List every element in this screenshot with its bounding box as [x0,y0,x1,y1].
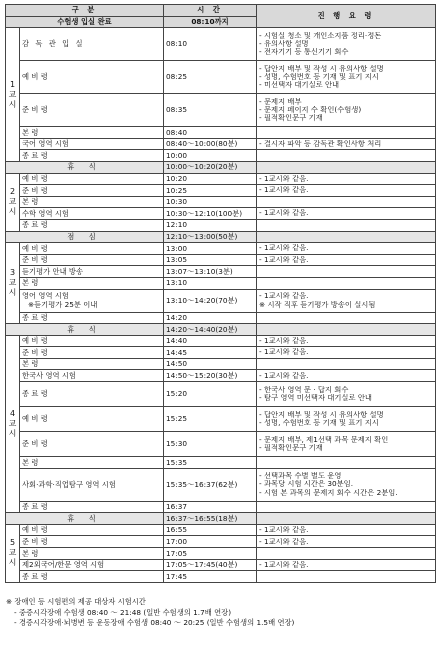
table-row [6,150,436,162]
table-row [6,254,436,266]
row-detail: - 1교시와 같음. ※ 시작 직후 듣기평가 방송이 실시됨 [257,289,436,312]
period-4-label: 4 교 시 [6,335,20,513]
entry-label: 수험생 입실 완료 [6,16,164,28]
table-row [6,28,436,61]
break-label: 휴 식 [6,324,164,336]
row-time: 15:20 [164,382,257,407]
table-row [6,312,436,324]
row-time: 08:10 [164,28,257,61]
row-name: 한국사 영역 시험 [20,370,164,382]
row-time: 15:35～16:37(62분) [164,468,257,501]
period-5-label: 5 교 시 [6,524,20,582]
row-name: 수학 영역 시험 [20,208,164,220]
table-row [6,457,436,469]
row-time: 14:20 [164,312,257,324]
row-detail: - 문제지 배부 - 문제지 페이지 수 확인(수험생) - 필적확인문구 기재 [257,94,436,127]
row-time: 14:45 [164,347,257,359]
row-name: 준 비 령 [20,94,164,127]
table-row [6,370,436,382]
break-time: 12:10～13:00(50분) [164,231,257,243]
row-name: 국어 영역 시험 [20,138,164,150]
break-row [6,513,436,525]
notes-line-1: - 중증시각장애 수험생 08:40 ～ 21:48 (일반 수험생의 1.7배 연장) [14,607,232,617]
row-time: 15:25 [164,407,257,432]
table-row [6,358,436,370]
row-time: 12:10 [164,219,257,231]
row-time: 08:40～10:00(80분) [164,138,257,150]
table-row [6,548,436,560]
row-time: 17:05 [164,548,257,560]
break-label: 휴 식 [6,513,164,525]
row-detail [257,127,436,139]
entry-time: 08:10까지 [164,16,257,28]
break-detail [257,513,436,525]
table-row [6,382,436,407]
break-detail [257,231,436,243]
row-name: 종 료 령 [20,501,164,513]
table-row [6,335,436,347]
break-time: 10:00～10:20(20분) [164,161,257,173]
row-detail: - 1교시와 같음. [257,536,436,548]
break-label: 휴 식 [6,161,164,173]
row-name: 사회·과학·직업탐구 영역 시험 [20,468,164,501]
row-detail: - 한국사 영역 문 · 답지 회수 - 탐구 영역 미선택자 대기실로 안내 [257,382,436,407]
row-detail: - 문제지 배부, 제1선택 과목 문제지 확인 - 필적확인문구 기재 [257,432,436,457]
row-time: 15:30 [164,432,257,457]
table-row [6,243,436,255]
table-row [6,61,436,94]
row-detail: - 결시자 파악 등 감독관 확인사항 처리 [257,138,436,150]
row-time: 10:00 [164,150,257,162]
row-name: 준 비 령 [20,347,164,359]
table-row [6,127,436,139]
table-row [6,432,436,457]
row-name: 종 료 령 [20,571,164,583]
break-row [6,231,436,243]
row-detail [257,277,436,289]
table-row [6,266,436,278]
row-name: 준 비 령 [20,432,164,457]
notes-title: ※ 장애인 등 시험편의 제공 대상자 시험시간 [6,597,146,606]
row-name: 예 비 령 [20,243,164,255]
row-time: 14:50 [164,358,257,370]
table-row [6,347,436,359]
row-name: 감 독 관 입 실 [20,28,164,61]
row-time: 16:55 [164,524,257,536]
row-time: 08:40 [164,127,257,139]
row-time: 14:40 [164,335,257,347]
row-detail: - 1교시와 같음. [257,559,436,571]
row-time: 10:25 [164,185,257,197]
row-detail: - 답안지 배부 및 작성 시 유의사항 설명 - 성명, 수험번호 등 기재 및 표기 지시 [257,407,436,432]
row-detail: - 1교시와 같음. [257,173,436,185]
row-time: 13:00 [164,243,257,255]
period-1-label: 1 교 시 [6,28,20,162]
row-name: 듣기평가 안내 방송 [20,266,164,278]
row-name: 준 비 령 [20,254,164,266]
row-name: 본 령 [20,196,164,208]
row-time: 08:35 [164,94,257,127]
row-detail [257,266,436,278]
row-time: 13:10 [164,277,257,289]
table-row [6,196,436,208]
row-detail [257,571,436,583]
row-time: 17:45 [164,571,257,583]
row-detail: - 1교시와 같음. [257,243,436,255]
table-row [6,559,436,571]
notes-line-2: - 경증시각장애·뇌병변 등 운동장애 수험생 08:40 ～ 20:25 (일반 수험생의 1.5배 연장) [14,618,295,628]
table-row [6,208,436,220]
row-name: 준 비 령 [20,185,164,197]
row-name: 종 료 령 [20,312,164,324]
row-name: 본 령 [20,358,164,370]
row-detail: - 1교시와 같음. [257,185,436,197]
row-detail: - 1교시와 같음. [257,524,436,536]
table-row [6,289,436,312]
header-row [6,5,436,17]
row-detail [257,219,436,231]
row-name: 예 비 령 [20,335,164,347]
break-time: 16:37～16:55(18분) [164,513,257,525]
period-3-label: 3 교 시 [6,243,20,324]
table-row [6,524,436,536]
row-detail [257,548,436,560]
table-row [6,94,436,127]
row-time: 10:30～12:10(100분) [164,208,257,220]
row-name: 종 료 령 [20,219,164,231]
row-detail [257,358,436,370]
row-name: 예 비 령 [20,61,164,94]
row-name: 본 령 [20,548,164,560]
break-row [6,161,436,173]
break-row [6,324,436,336]
table-row [6,219,436,231]
table-row [6,468,436,501]
procedure-header: 진 행 요 령 [257,5,436,28]
row-time: 10:30 [164,196,257,208]
row-time: 13:10～14:20(70분) [164,289,257,312]
row-name: 종 료 령 [20,150,164,162]
row-detail [257,196,436,208]
row-detail: - 1교시와 같음. [257,208,436,220]
row-detail [257,501,436,513]
schedule-table [5,4,436,583]
row-detail: - 답안지 배부 및 작성 시 유의사항 설명 - 성명, 수험번호 등 기재 및 표기 지시 - 미선택자 대기실로 안내 [257,61,436,94]
row-name: 본 령 [20,277,164,289]
row-time: 17:05～17:45(40분) [164,559,257,571]
table-row [6,536,436,548]
row-name: 예 비 령 [20,173,164,185]
division-header: 구 분 [6,5,164,17]
row-detail: - 시험실 청소 및 개인소지품 정리·정돈 - 유의사항 설명 - 전자기기 등 통신기기 회수 [257,28,436,61]
row-name: 예 비 령 [20,524,164,536]
row-time: 13:05 [164,254,257,266]
row-detail: - 선택과목 수별 별도 운영 - 과목당 시험 시간은 30분임. - 시험 본 과목의 문제지 회수 시간은 2분임. [257,468,436,501]
row-name: 종 료 령 [20,382,164,407]
time-header: 시 간 [164,5,257,17]
table-row [6,138,436,150]
period-2-label: 2 교 시 [6,173,20,231]
table-row [6,173,436,185]
row-detail: - 1교시와 같음. [257,254,436,266]
break-label: 점 심 [6,231,164,243]
row-detail: - 1교시와 같음. [257,370,436,382]
row-time: 13:07～13:10(3분) [164,266,257,278]
row-time: 14:50～15:20(30분) [164,370,257,382]
row-detail: - 1교시와 같음. [257,335,436,347]
table-row [6,501,436,513]
row-time: 17:00 [164,536,257,548]
table-row [6,185,436,197]
row-detail [257,150,436,162]
row-name: 준 비 령 [20,536,164,548]
row-name: 예 비 령 [20,407,164,432]
row-detail [257,312,436,324]
row-time: 10:20 [164,173,257,185]
row-detail [257,457,436,469]
break-time: 14:20～14:40(20분) [164,324,257,336]
break-detail [257,324,436,336]
table-row [6,407,436,432]
accommodation-notes [6,597,436,629]
table-row [6,277,436,289]
row-name: 영어 영역 시험 ※듣기평가 25분 이내 [20,289,164,312]
row-name: 제2외국어/한문 영역 시험 [20,559,164,571]
table-row [6,571,436,583]
row-name: 본 령 [20,127,164,139]
row-detail: - 1교시와 같음. [257,347,436,359]
row-name: 본 령 [20,457,164,469]
row-time: 15:35 [164,457,257,469]
row-time: 08:25 [164,61,257,94]
row-time: 16:37 [164,501,257,513]
break-detail [257,161,436,173]
